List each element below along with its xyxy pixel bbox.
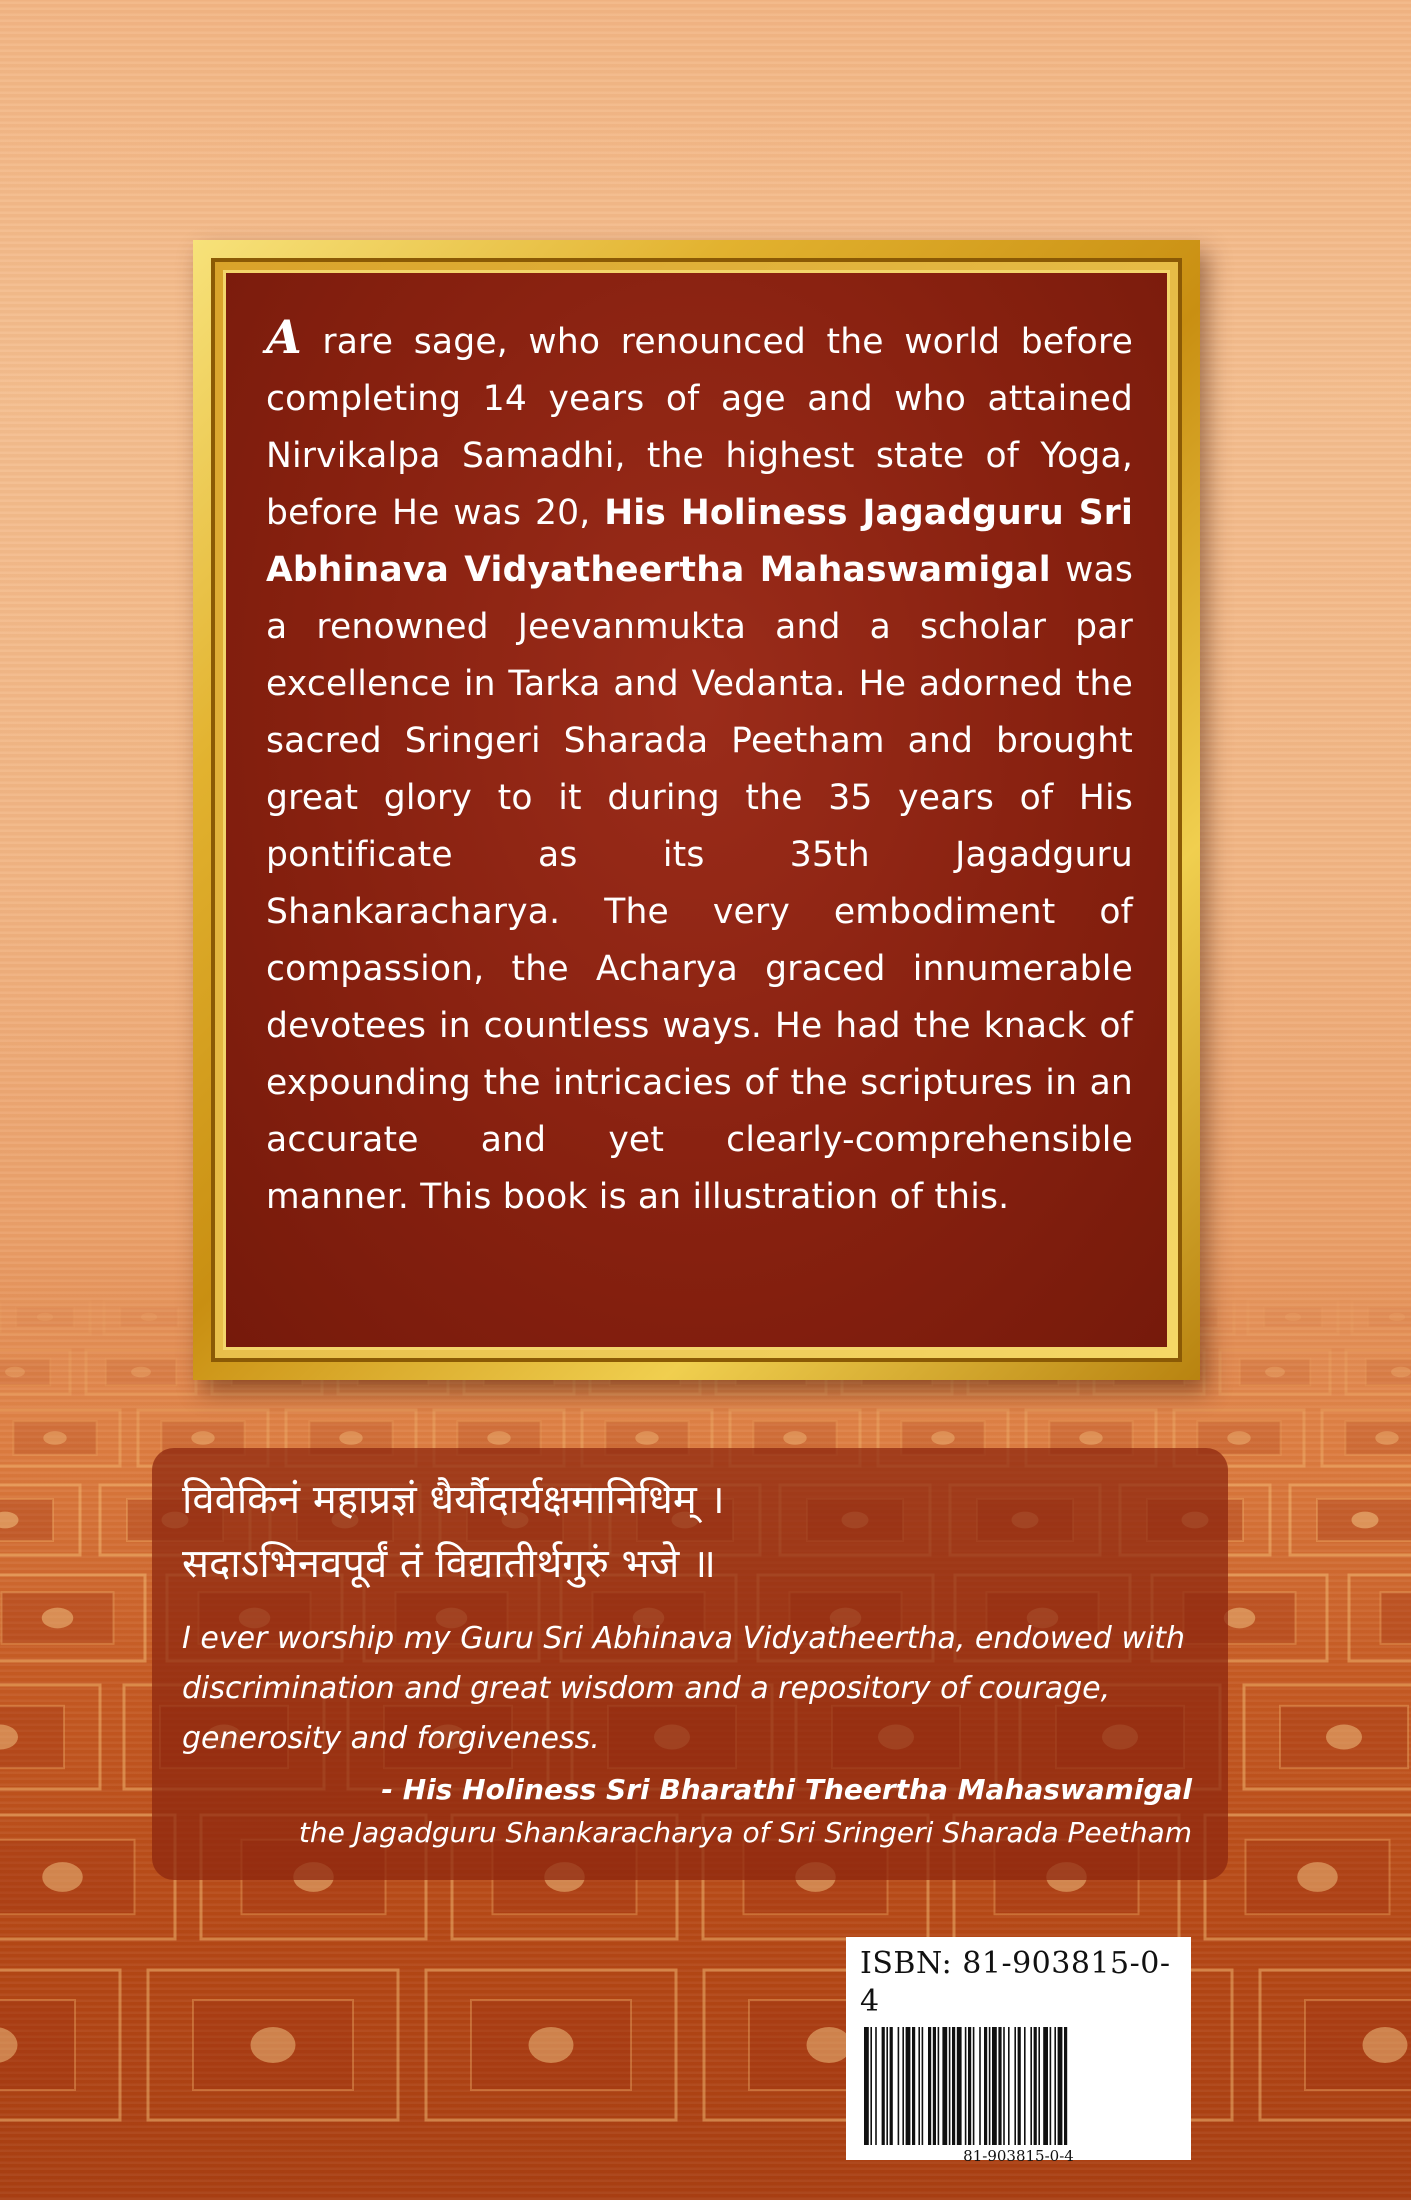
barcode-bar <box>875 2027 877 2145</box>
floor-tile-flower <box>931 1431 954 1444</box>
floor-tile-flower <box>1389 1313 1405 1321</box>
attribution-name: - His Holiness Sri Bharathi Theertha Mahaswamigal <box>381 1773 1192 1806</box>
barcode-bar <box>1014 2027 1016 2145</box>
isbn-label: ISBN: 81-903815-0-4 <box>860 1946 1171 2019</box>
barcode-bar <box>1058 2027 1063 2145</box>
barcode-bar <box>918 2027 920 2145</box>
floor-tile-flower <box>141 1313 157 1321</box>
barcode-bar <box>973 2027 975 2145</box>
barcode-bar <box>1024 2027 1026 2145</box>
about-name: His Holiness Jagadguru Sri Abhinava Vidyatheertha Mahaswamigal <box>266 493 1133 590</box>
floor-tile-flower <box>251 2027 296 2063</box>
barcode-bar <box>984 2027 987 2145</box>
barcode-bar <box>1064 2027 1067 2145</box>
barcode-bar <box>957 2027 962 2145</box>
barcode-bar <box>1043 2027 1048 2145</box>
floor-tile-flower <box>37 1313 53 1321</box>
floor-tile-flower <box>807 2027 852 2063</box>
barcode-bar <box>1034 2027 1037 2145</box>
floor-tile-flower <box>1285 1313 1301 1321</box>
barcode-bar <box>989 2027 991 2145</box>
floor-tile-flower <box>42 1608 74 1629</box>
floor-tile-flower <box>1079 1431 1102 1444</box>
barcode-bar <box>928 2027 931 2145</box>
barcode-bar <box>979 2027 981 2145</box>
barcode-bar <box>902 2027 904 2145</box>
barcode-bar <box>938 2027 940 2145</box>
barcode-bar <box>933 2027 936 2145</box>
barcode-bar <box>1003 2027 1005 2145</box>
floor-tile-flower <box>487 1431 510 1444</box>
about-paragraph <box>266 309 1133 1226</box>
barcode-bar <box>965 2027 967 2145</box>
floor-tile-flower <box>1224 1608 1256 1629</box>
floor-tile-flower <box>1363 2027 1408 2063</box>
barcode-bar <box>882 2027 885 2145</box>
floor-tile-flower <box>42 1862 83 1892</box>
barcode-bar <box>906 2027 911 2145</box>
floor-tile-flower <box>191 1431 214 1444</box>
isbn-barcode-block <box>846 1937 1191 2165</box>
barcode-bar <box>870 2027 872 2145</box>
about-dropcap: A <box>266 310 302 364</box>
about-text-part1: rare sage, who renounced the world before completing 14 years of age and who attained Nirvikalpa Samadhi, the highest state of Yoga, before He was 20, <box>266 322 1133 533</box>
barcode-bar <box>949 2027 951 2145</box>
barcode-bar <box>1018 2027 1021 2145</box>
floor-tile-flower <box>1326 1725 1362 1750</box>
floor-tile-flower <box>1352 1512 1379 1529</box>
verse-translation: I ever worship my Guru Sri Abhinava Vidyatheertha, endowed with discrimination and great wisdom and a repository of courage, generosity and forgiveness. <box>182 1621 1185 1756</box>
barcode-bar <box>922 2027 924 2145</box>
isbn-digits: 81-903815-0-4 <box>963 2147 1074 2165</box>
gold-frame-inner-border <box>211 258 1182 1362</box>
barcode-bar <box>886 2027 888 2145</box>
barcode-bar <box>952 2027 955 2145</box>
quotation-box <box>152 1448 1228 1880</box>
barcode-bar <box>1038 2027 1040 2145</box>
floor-tile-flower <box>43 1431 66 1444</box>
floor-tile-flower <box>1391 1367 1411 1378</box>
barcode-bar <box>1030 2027 1032 2145</box>
barcode-bar <box>1008 2027 1010 2145</box>
floor-tile-inlay <box>1381 1592 1411 1644</box>
barcode-bar <box>1054 2027 1056 2145</box>
barcode-bar <box>1050 2027 1052 2145</box>
floor-tile-flower <box>1265 1367 1285 1378</box>
barcode-bar <box>992 2027 997 2145</box>
barcode-bar <box>912 2027 915 2145</box>
barcode-bar <box>942 2027 947 2145</box>
barcode-bar <box>890 2027 893 2145</box>
floor-tile-flower <box>529 2027 574 2063</box>
floor-tile-flower <box>339 1431 362 1444</box>
floor-tile-flower <box>1375 1431 1398 1444</box>
floor-tile-flower <box>783 1431 806 1444</box>
floor-tile-flower <box>635 1431 658 1444</box>
floor-tile-flower <box>131 1367 151 1378</box>
floor-tile-flower <box>5 1367 25 1378</box>
barcode-bar <box>898 2027 900 2145</box>
about-text-part2: was a renowned Jeevanmukta and a scholar par excellence in Tarka and Vedanta. He adorned the sacred Sringeri Sharada Peetham and brought great glory to it during the 35 years of His pontificate as its 35th Jagadguru Shankaracharya. The very embodiment of compassion, the Acharya graced innumerable devotees in countless ways. He had the knack of expounding the intricacies of the scriptures in an accurate and yet clearly-comprehensible manner. This book is an illustration of this. <box>266 550 1133 1217</box>
barcode-bar <box>864 2027 869 2145</box>
sanskrit-verse-line-2: सदाऽभिनवपूर्वं तं विद्यातीर्थगुरुं भजे ॥ <box>182 1541 716 1587</box>
floor-tile-flower <box>1297 1862 1338 1892</box>
barcode-bar <box>968 2027 971 2145</box>
attribution-title: the Jagadguru Shankaracharya of Sri Sringeri Sharada Peetham <box>298 1816 1192 1849</box>
barcode-bar <box>998 2027 1001 2145</box>
attribution <box>182 1768 1192 1854</box>
barcode-icon <box>860 2027 1177 2145</box>
sanskrit-verse-line-1: विवेकिनं महाप्रज्ञं धैर्यौदार्यक्षमानिधिम् । <box>182 1477 725 1523</box>
floor-tile-flower <box>1227 1431 1250 1444</box>
gold-frame <box>193 240 1200 1380</box>
about-panel <box>223 270 1170 1350</box>
